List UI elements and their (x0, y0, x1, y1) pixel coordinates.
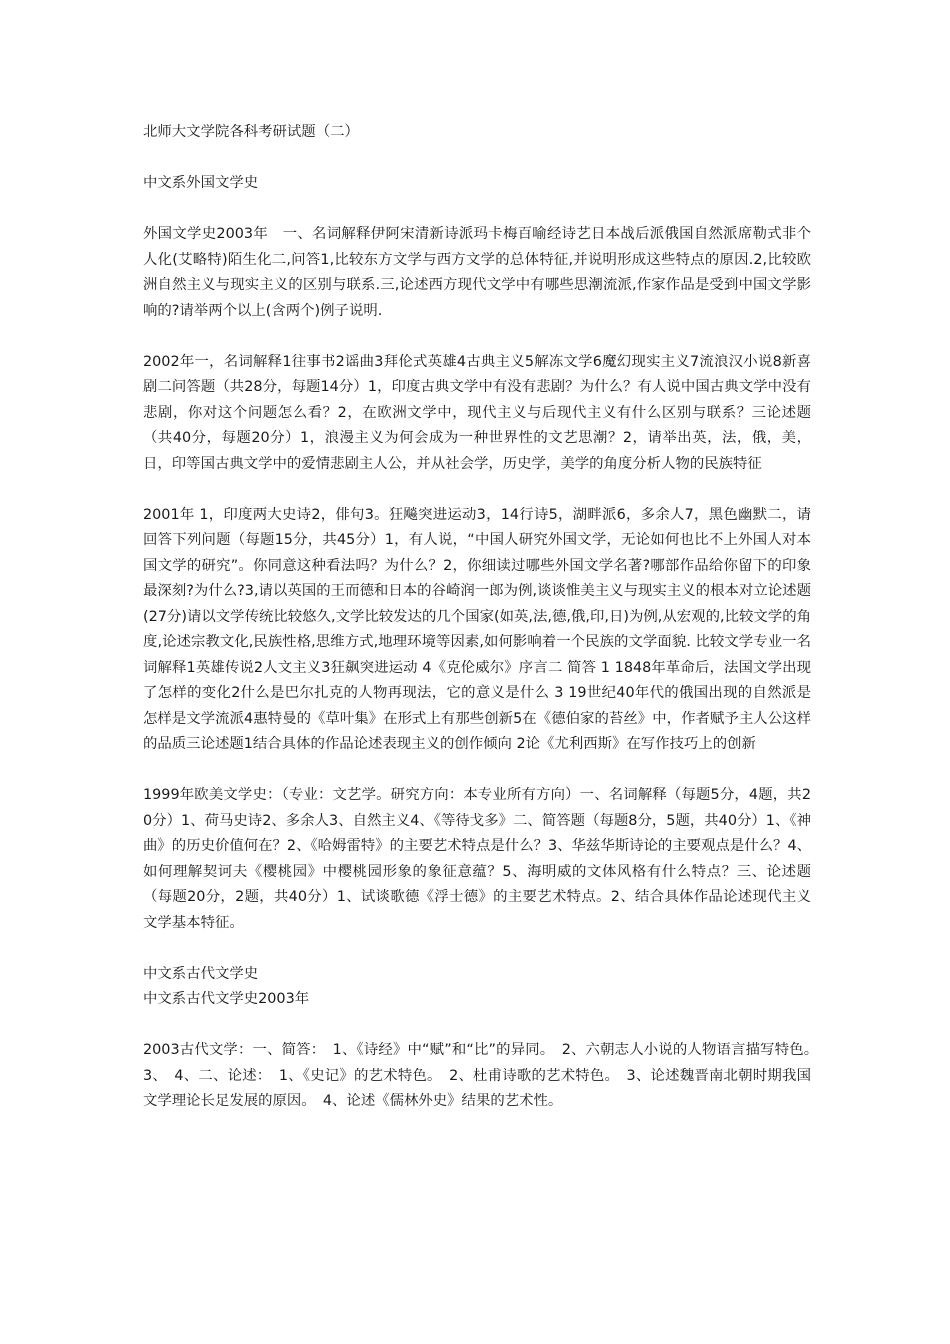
document-title: 北师大文学院各科考研试题（二） (143, 124, 359, 140)
section-heading-ancient-literature: 中文系古代文学史 (143, 965, 259, 982)
paragraph-2003-ancient-literature: 2003古代文学：一、简答： 1、《诗经》中“赋”和“比”的异同。 2、六朝志人小说的人物语言描写特色。 3、 4、二、论述： 1、《史记》的艺术特色。 2、杜甫诗歌的艺术特色。 3、论述魏晋南北朝时期我国文学理论长足发展的原因。 4、论述《儒林外史》结果的艺术性。 (143, 1042, 826, 1109)
document-page (143, 120, 826, 1140)
paragraph-2003-foreign-literature: 外国文学史2003年 一、名词解释伊阿宋清新诗派玛卡梅百喻经诗艺日本战后派俄国自然派席勒式非个人化(艾略特)陌生化二,问答1,比较东方文学与西方文学的总体特征,并说明形成这些特点的原因.2,比较欧洲自然主义与现实主义的区别与联系.三,论述西方现代文学中有哪些思潮流派,作家作品是受到中国文学影响的?请举两个以上(含两个)例子说明. (143, 226, 811, 319)
section-heading-foreign-literature: 中文系外国文学史 (143, 175, 259, 191)
section-ancient-literature (143, 962, 811, 1013)
section-subheading-ancient-literature-2003: 中文系古代文学史2003年 (143, 991, 310, 1007)
paragraph-1999-exam: 1999年欧美文学史：（专业：文艺学。研究方向：本专业所有方向）一、名词解释（每题5分，4题，共20分）1、荷马史诗2、多余人3、自然主义4、《等待戈多》二、简答题（每题8分，5题，共40分）1、《神曲》的历史价值何在？2、《哈姆雷特》的主要艺术特点是什么？3、华兹华斯诗论的主要观点是什么？4、如何理解契诃夫《樱桃园》中樱桃园形象的象征意蕴？5、海明威的文体风格有什么特点？三、论述题（每题20分，2题，共40分）1、试谈歌德《浮士德》的主要艺术特点。2、结合具体作品论述现代主义文学基本特征。 (143, 787, 811, 931)
paragraph-2002-exam: 2002年一，名词解释1往事书2谣曲3拜伦式英雄4古典主义5解冻文学6魔幻现实主义7流浪汉小说8新喜剧二问答题（共28分，每题14分）1，印度古典文学中有没有悲剧？为什么？有人说中国古典文学中没有悲剧，你对这个问题怎么看？2，在欧洲文学中，现代主义与后现代主义有什么区别与联系？三论述题（共40分，每题20分）1，浪漫主义为何会成为一种世界性的文艺思潮？2，请举出英，法，俄，美，日，印等国古典文学中的爱情悲剧主人公，并从社会学，历史学，美学的角度分析人物的民族特征 (143, 353, 811, 472)
paragraph-2001-exam: 2001年 1，印度两大史诗2，俳句3。狂飚突进运动3，14行诗5，湖畔派6，多余人7，黑色幽默二，请回答下列问题（每题15分，共45分）1，有人说，“中国人研究外国文学，无论如何也比不上外国人对本国文学的研究”。你同意这种看法吗？为什么？2，你细读过哪些外国文学名著?哪部作品给你留下的印象最深刻?为什么?3,请以英国的王而德和日本的谷崎润一郎为例,谈谈惟美主义与现实主义的根本对立论述题(27分)请以文学传统比较悠久,文学比较发达的几个国家(如英,法,德,俄,印,日)为例,从宏观的,比较文学的角度,论述宗教文化,民族性格,思维方式,地理环境等因素,如何影响着一个民族的文学面貌. 比较文学专业一名词解释1英雄传说2人文主义3狂飙突进运动 4《克伦威尔》序言二 简答 1 1848年革命后，法国文学出现了怎样的变化2什么是巴尔扎克的人物再现法，它的意义是什么 3 19世纪40年代的俄国出现的自然派是怎样是文学流派4惠特曼的《草叶集》在形式上有那些创新5在《德伯家的苔丝》中，作者赋予主人公这样的品质三论述题1结合具体的作品论述表现主义的创作倾向 2论《尤利西斯》在写作技巧上的创新 (143, 506, 811, 752)
